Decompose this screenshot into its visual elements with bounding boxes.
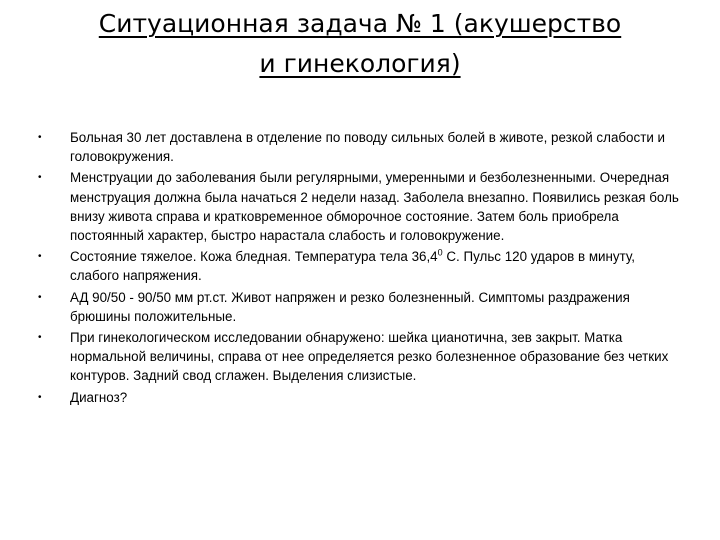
bullet-item (38, 168, 684, 245)
bullet-text: Диагноз? (70, 389, 128, 405)
bullet-item (38, 247, 684, 285)
bullet-list (38, 128, 684, 409)
bullet-icon: • (38, 172, 42, 184)
bullet-text: Менструации до заболевания были регулярными, умеренными и безболезненными. Очередная менструация должна была начаться 2 недели назад. Заболела внезапно. Появились резкая боль внизу живота справа и кратковременное обморочное состояние. Затем боль приобрела постоянный характер, быстро нарастала слабость и головокружение. (70, 170, 679, 244)
bullet-icon: • (38, 132, 42, 143)
bullet-item (38, 288, 684, 326)
bullet-icon: • (38, 332, 42, 344)
bullet-item (38, 388, 684, 407)
temperature-degree-sup: 0 (437, 247, 443, 258)
title-line-2: и гинекология) (259, 49, 461, 78)
bullet-icon: • (38, 291, 42, 303)
bullet-text (70, 249, 635, 283)
bullet-text: Больная 30 лет доставлена в отделение по поводу сильных болей в животе, резкой слабости и головокружения. (70, 130, 666, 165)
bullet-icon: • (38, 391, 42, 403)
bullet-text-part: Состояние тяжелое. Кожа бледная. Температура тела 36,4 (70, 249, 438, 265)
slide-title (36, 4, 684, 84)
bullet-item (38, 128, 684, 166)
bullet-icon: • (38, 251, 42, 263)
bullet-text: При гинекологическом исследовании обнаружено: шейка цианотична, зев закрыт. Матка нормальной величины, справа от нее определяется резко болезненное образование без четких контуров. Задний свод сглажен. Выделения слизистые. (70, 330, 669, 384)
title-line-1: Ситуационная задача № 1 (акушерство (98, 9, 622, 38)
bullet-item (38, 328, 684, 386)
bullet-text: АД 90/50 - 90/50 мм рт.ст. Живот напряжен и резко болезненный. Симптомы раздражения брюшины положительные. (70, 289, 630, 324)
bullet-text-part: С. Пульс 120 ударов в минуту, слабого напряжения. (70, 249, 635, 284)
